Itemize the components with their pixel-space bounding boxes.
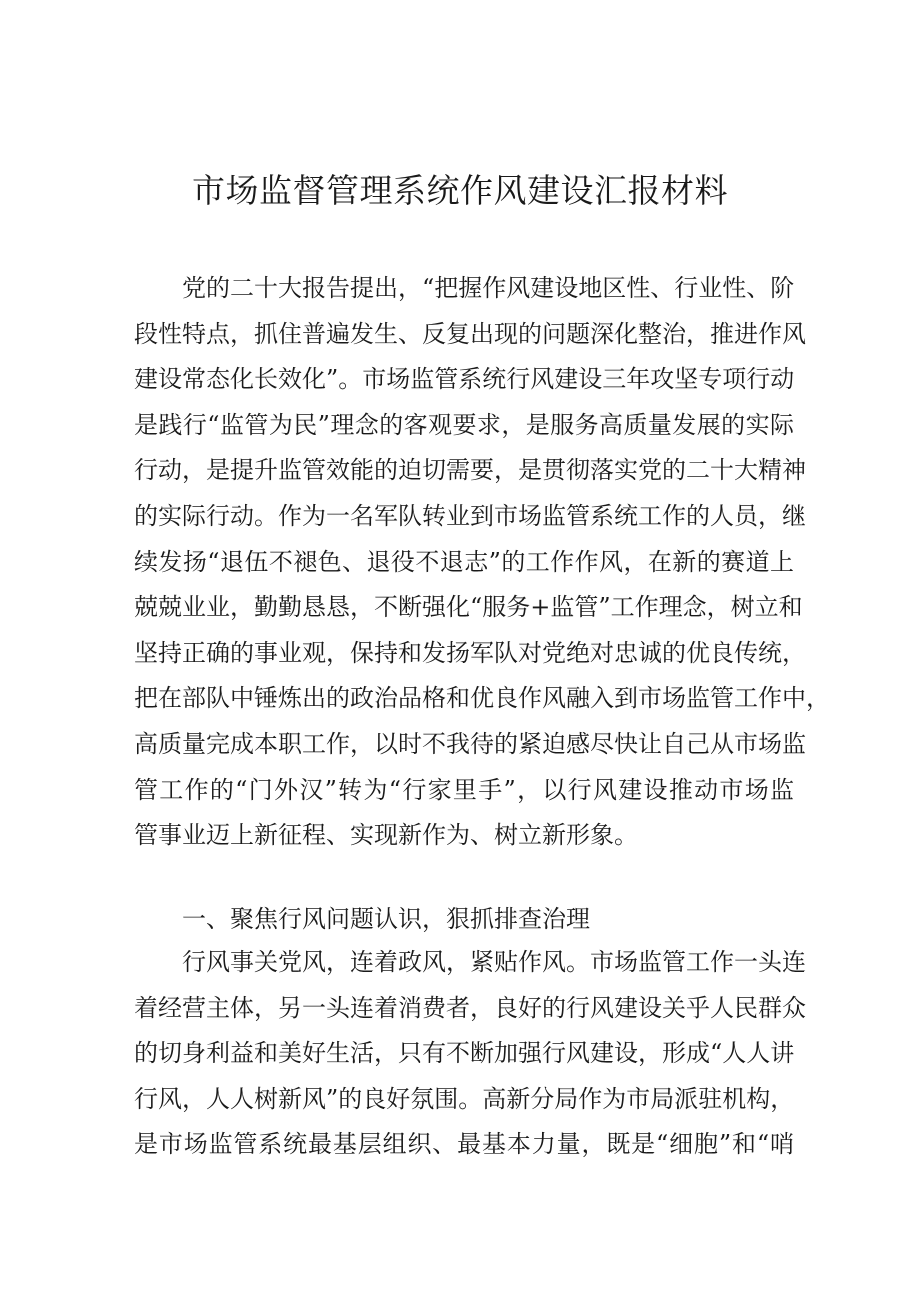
paragraph-line: 把在部队中锤炼出的政治品格和优良作风融入到市场监管工作中， — [134, 684, 830, 713]
paragraph-line: 着经营主体，另一头连着消费者，良好的行风建设关乎人民群众 — [134, 993, 806, 1022]
paragraph-line: 是市场监管系统最基层组织、最基本力量，既是“细胞”和“哨 — [134, 1130, 794, 1159]
paragraph-line: 续发扬“退伍不褪色、退役不退志”的工作作风，在新的赛道上 — [134, 547, 794, 576]
paragraph-line: 行风事关党风，连着政风，紧贴作风。市场监管工作一头连 — [182, 948, 806, 976]
paragraph-line: 是践行“监管为民”理念的客观要求，是服务高质量发展的实际 — [134, 410, 794, 439]
paragraph-line: 段性特点，抓住普遍发生、反复出现的问题深化整治，推进作风 — [134, 319, 806, 348]
document-title: 市场监督管理系统作风建设汇报材料 — [192, 171, 728, 210]
paragraph-line: 兢兢业业，勤勤恳恳，不断强化“服务+监管”工作理念，树立和 — [134, 593, 803, 622]
paragraph-line: 行风，人人树新风”的良好氛围。高新分局作为市局派驻机构， — [134, 1084, 795, 1113]
paragraph-line: 的实际行动。作为一名军队转业到市场监管系统工作的人员，继 — [134, 501, 806, 530]
section-heading: 一、聚焦行风问题认识，狠抓排查治理 — [182, 905, 590, 933]
paragraph-line: 党的二十大报告提出，“把握作风建设地区性、行业性、阶 — [182, 274, 795, 302]
paragraph-line: 管事业迈上新征程、实现新作为、树立新形象。 — [134, 821, 638, 850]
paragraph-line: 建设常态化长效化”。市场监管系统行风建设三年攻坚专项行动 — [134, 365, 795, 394]
paragraph-line: 行动，是提升监管效能的迫切需要，是贯彻落实党的二十大精神 — [134, 456, 806, 485]
paragraph-line: 管工作的“门外汉”转为“行家里手”，以行风建设推动市场监 — [134, 775, 794, 804]
paragraph-line: 坚持正确的事业观，保持和发扬军队对党绝对忠诚的优良传统， — [134, 638, 806, 667]
paragraph-line: 的切身利益和美好生活，只有不断加强行风建设，形成“人人讲 — [134, 1039, 795, 1068]
paragraph-intro — [134, 266, 830, 859]
paragraph-section1 — [134, 940, 806, 1168]
paragraph-line: 高质量完成本职工作，以时不我待的紧迫感尽快让自己从市场监 — [134, 729, 806, 758]
